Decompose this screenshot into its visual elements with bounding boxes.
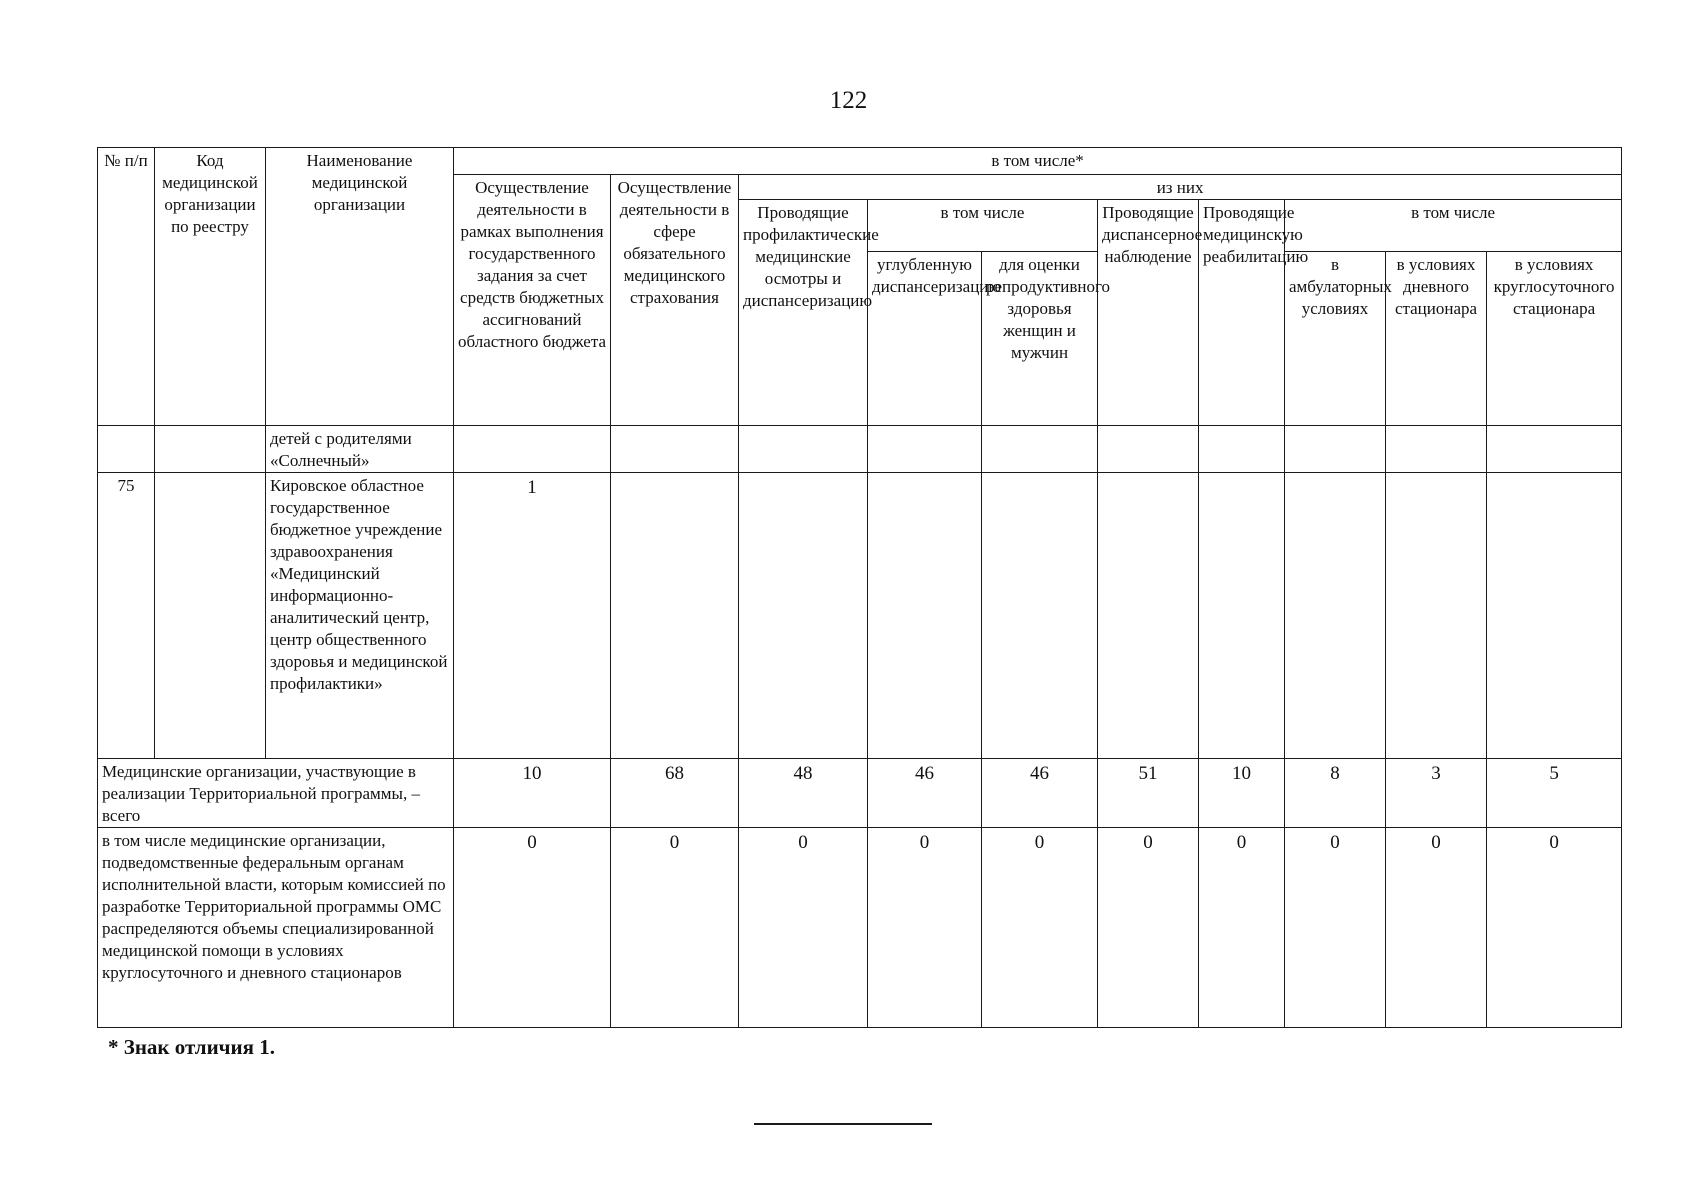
cell-empty [1487, 473, 1622, 759]
bottom-divider [754, 1123, 932, 1125]
header-subgroup-2: в том числе [1285, 200, 1622, 252]
federal-row-label: в том числе медицинские организации, подведомственные федеральным органам исполнительной власти, которым комиссией по разработке Территориальной программы ОМС распределяются объемы специализированной медицинской помощи в условиях круглосуточного и дневного стационаров [98, 828, 454, 1028]
cell-empty [611, 473, 739, 759]
table-row [98, 473, 1622, 759]
header-reab: Проводящие медицинскую реабилитацию [1199, 200, 1285, 426]
federal-value: 0 [1199, 828, 1285, 1028]
header-code: Код медицинской организации по реестру [155, 148, 266, 426]
federal-value: 0 [982, 828, 1098, 1028]
cell-empty [611, 426, 739, 473]
total-value: 5 [1487, 759, 1622, 828]
cell-empty [868, 426, 982, 473]
header-subgroup-1: в том числе [868, 200, 1098, 252]
state-task-value: 1 [454, 473, 611, 759]
org-code [155, 473, 266, 759]
cell-empty [454, 426, 611, 473]
cell-empty [739, 473, 868, 759]
total-value: 10 [1199, 759, 1285, 828]
cell-empty [1098, 426, 1199, 473]
total-value: 8 [1285, 759, 1386, 828]
total-value: 46 [868, 759, 982, 828]
cell-empty [1487, 426, 1622, 473]
header-amb: в амбулаторных условиях [1285, 252, 1386, 426]
page-number: 122 [829, 87, 868, 114]
total-value: 51 [1098, 759, 1199, 828]
federal-row [98, 828, 1622, 1028]
cell-empty [982, 473, 1098, 759]
total-value: 10 [454, 759, 611, 828]
header-disp: Проводящие диспансерное наблюдение [1098, 200, 1199, 426]
federal-value: 0 [868, 828, 982, 1028]
federal-value: 0 [454, 828, 611, 1028]
total-value: 68 [611, 759, 739, 828]
header-no: № п/п [98, 148, 155, 426]
federal-value: 0 [611, 828, 739, 1028]
cell-empty [1386, 426, 1487, 473]
federal-value: 0 [1487, 828, 1622, 1028]
federal-value: 0 [1285, 828, 1386, 1028]
header-prof: Проводящие профилактические медицинские осмотры и диспансеризацию [739, 200, 868, 426]
cell-empty [982, 426, 1098, 473]
cell-empty [1199, 426, 1285, 473]
header-dnev: в условиях дневного стационара [1386, 252, 1487, 426]
table-row [98, 426, 1622, 473]
org-name: Кировское областное государственное бюджетное учреждение здравоохранения «Медицинский информационно-аналитический центр, центр общественного здоровья и медицинской профилактики» [266, 473, 454, 759]
header-state-task: Осуществление деятельности в рамках выполнения государственного задания за счет средств бюджетных ассигнований областного бюджета [454, 175, 611, 426]
cell-empty [739, 426, 868, 473]
header-oms: Осуществление деятельности в сфере обязательного медицинского страхования [611, 175, 739, 426]
total-row [98, 759, 1622, 828]
cell-empty [1386, 473, 1487, 759]
federal-value: 0 [1386, 828, 1487, 1028]
total-value: 46 [982, 759, 1098, 828]
continued-org-name: детей с родителями «Солнечный» [266, 426, 454, 473]
cell-empty [1285, 473, 1386, 759]
footnote: * Знак отличия 1. [108, 1035, 275, 1059]
cell-empty [1285, 426, 1386, 473]
cell-empty [1199, 473, 1285, 759]
header-repro: для оценки репродуктивного здоровья женщин и мужчин [982, 252, 1098, 426]
total-row-label: Медицинские организации, участвующие в реализации Территориальной программы, – всего [98, 759, 454, 828]
medical-organizations-table [97, 147, 1622, 1028]
total-value: 3 [1386, 759, 1487, 828]
header-uglub: углубленную диспансеризацию [868, 252, 982, 426]
total-value: 48 [739, 759, 868, 828]
cell-empty [155, 426, 266, 473]
cell-empty [1098, 473, 1199, 759]
header-name: Наименование медицинской организации [266, 148, 454, 426]
header-krug: в условиях круглосуточного стационара [1487, 252, 1622, 426]
cell-empty [868, 473, 982, 759]
header-iz-nih: из них [739, 175, 1622, 200]
federal-value: 0 [1098, 828, 1199, 1028]
federal-value: 0 [739, 828, 868, 1028]
cell-empty [98, 426, 155, 473]
row-number: 75 [98, 473, 155, 759]
header-group: в том числе* [454, 148, 1622, 175]
